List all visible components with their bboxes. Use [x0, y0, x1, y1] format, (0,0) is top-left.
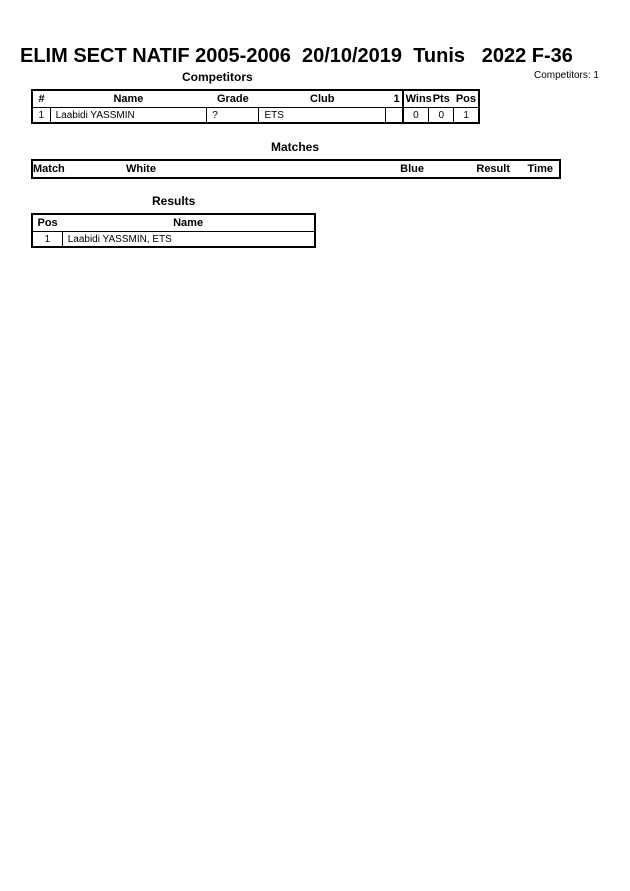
matches-heading: Matches — [271, 140, 320, 154]
col-grade: Grade — [207, 90, 259, 108]
competitor-grade: ? — [207, 108, 259, 124]
col-pos: Pos — [454, 90, 479, 108]
col-name: Name — [50, 90, 207, 108]
results-table — [31, 213, 316, 248]
col-num: # — [32, 90, 50, 108]
col-result: Result — [476, 163, 510, 175]
result-pos: 1 — [32, 232, 62, 248]
competitors-count: Competitors: 1 — [533, 70, 599, 81]
col-club: Club — [259, 90, 386, 108]
col-match: Match — [33, 163, 65, 175]
col-pts: Pts — [429, 90, 454, 108]
competitor-round-1 — [386, 108, 403, 124]
results-heading: Results — [152, 194, 196, 208]
matches-header-row — [32, 160, 560, 178]
col-result-pos: Pos — [32, 214, 62, 232]
page-title — [20, 44, 620, 68]
table-row — [32, 232, 315, 248]
col-round-1: 1 — [386, 90, 403, 108]
event-date: 20/10/2019 — [301, 45, 403, 67]
competitors-heading: Competitors — [182, 70, 253, 84]
col-white: White — [126, 163, 156, 175]
col-wins: Wins — [403, 90, 429, 108]
table-row — [32, 108, 479, 124]
competitor-num: 1 — [32, 108, 50, 124]
event-name: ELIM SECT NATIF 2005-2006 — [20, 45, 291, 67]
event-category: 2022 F-36 — [481, 45, 573, 67]
competitor-wins: 0 — [403, 108, 429, 124]
competitors-table — [31, 89, 480, 124]
competitor-name: Laabidi YASSMIN — [50, 108, 207, 124]
event-city: Tunis — [413, 45, 466, 67]
competitors-header-row — [32, 90, 479, 108]
competitor-club: ETS — [259, 108, 386, 124]
col-time: Time — [527, 163, 553, 175]
results-header-row — [32, 214, 315, 232]
competitor-pts: 0 — [429, 108, 454, 124]
col-result-name: Name — [62, 214, 315, 232]
competitor-pos: 1 — [454, 108, 479, 124]
result-name: Laabidi YASSMIN, ETS — [62, 232, 315, 248]
col-blue: Blue — [400, 163, 424, 175]
matches-table — [31, 159, 561, 179]
